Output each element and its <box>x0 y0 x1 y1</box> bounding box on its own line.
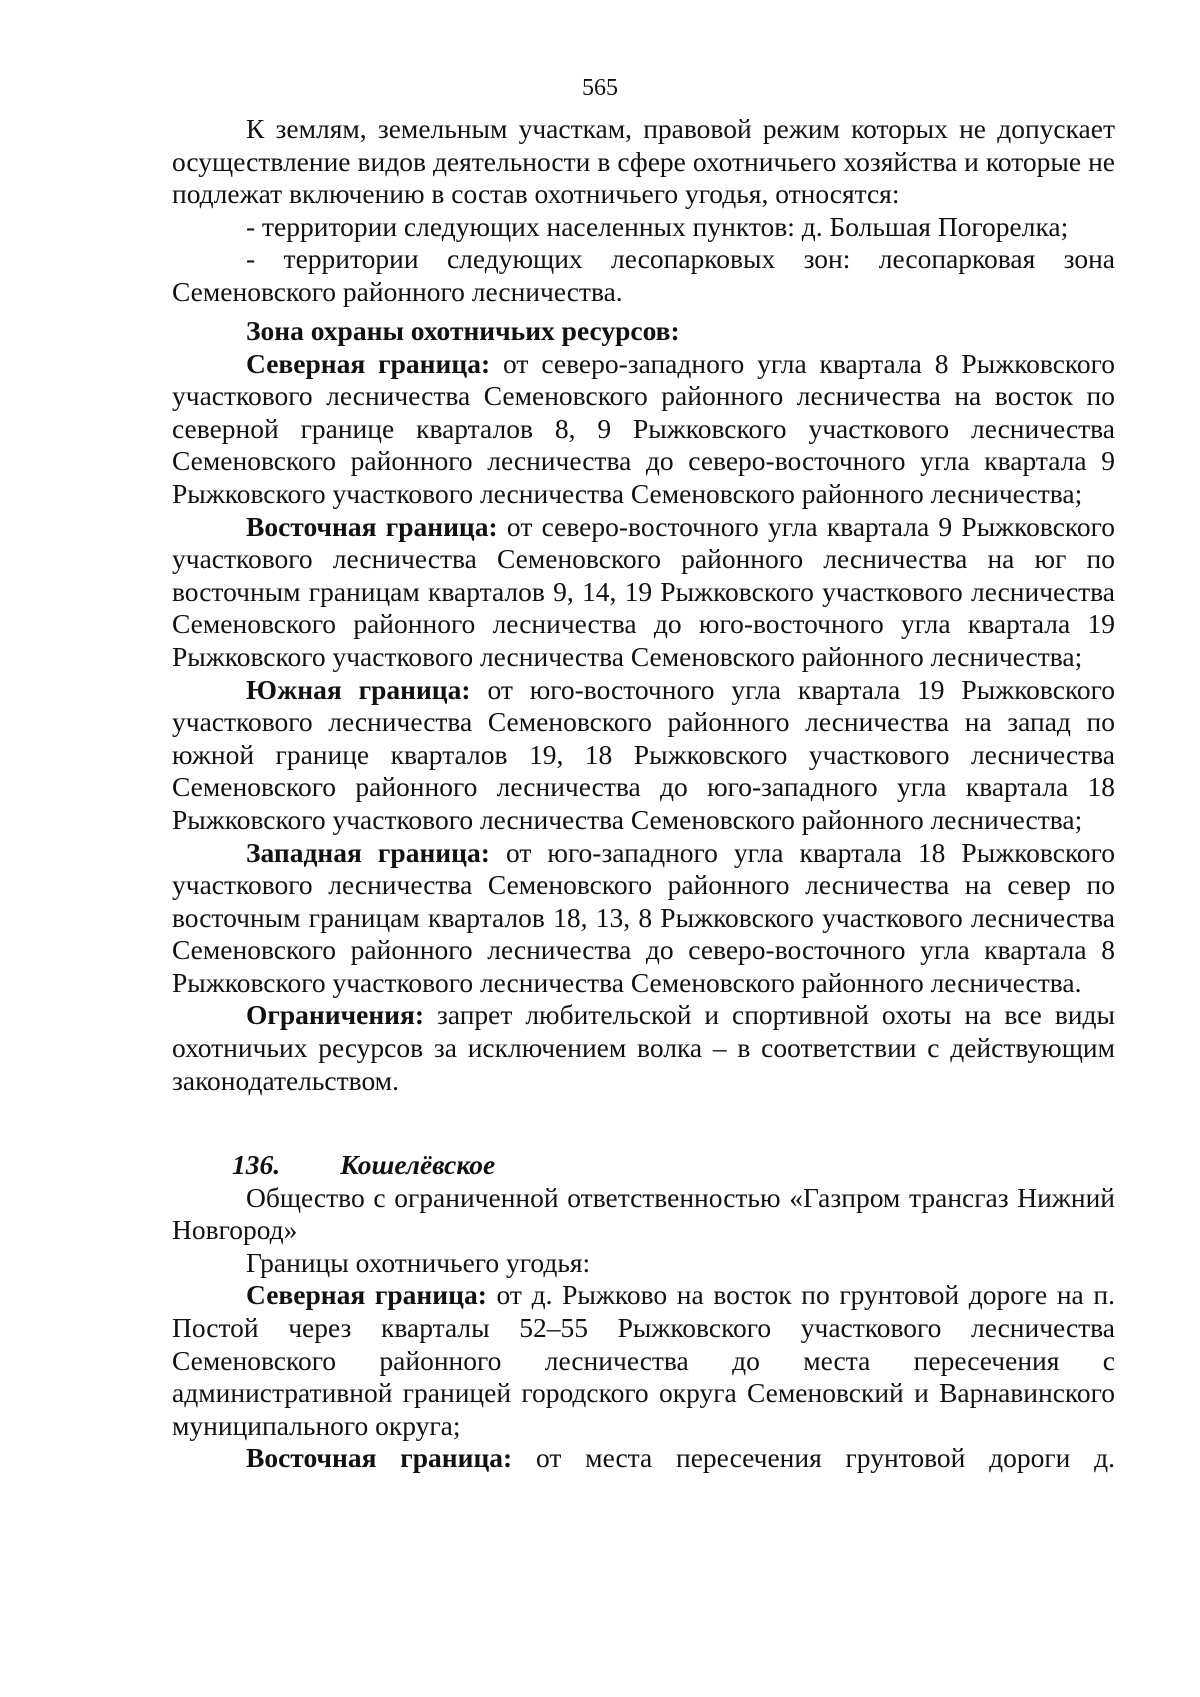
zone-restrictions-text: запрет любительской и спортивной охоты на все виды охотничьих ресурсов за исключением волка – в соответствии с действующим законодательством. <box>172 999 1115 1096</box>
page-number: 565 <box>582 75 618 101</box>
zone-west-text: от юго-западного угла квартала 18 Рыжковского участкового лесничества Семеновского районного лесничества на север по восточным границам кварталов 18, 13, 8 Рыжковского участкового лесничества Семеновского районного лесничества до северо-восточного угла квартала 8 Рыжковского участкового лесничества Семеновского районного лесничества. <box>172 836 1115 998</box>
zone-east-boundary <box>172 511 1115 674</box>
section-name: Кошелёвское <box>340 1149 496 1180</box>
zone-north-text: от северо-западного угла квартала 8 Рыжковского участкового лесничества Семеновского районного лесничества на восток по северной границе кварталов 8, 9 Рыжковского участкового лесничества Семеновского районного лесничества до северо-восточного угла квартала 9 Рыжковского участкового лесничества Семеновского районного лесничества; <box>172 347 1115 509</box>
zone-north-boundary <box>172 348 1115 511</box>
zone-restrictions-label: Ограничения: <box>246 999 425 1031</box>
section-north-boundary <box>172 1279 1115 1442</box>
section-east-label: Восточная граница: <box>246 1442 513 1474</box>
section-136-block <box>172 1149 1115 1475</box>
section-number: 136. <box>232 1149 281 1180</box>
zone-east-label: Восточная граница: <box>246 510 498 542</box>
intro-block <box>172 113 1115 309</box>
section-title <box>172 1149 1115 1182</box>
intro-paragraph: К землям, земельным участкам, правовой режим которых не допускает осуществление видов деятельности в сфере охотничьего хозяйства и которые не подлежат включению в состав охотничьего угодья, относятся: <box>172 113 1115 210</box>
zone-heading: Зона охраны охотничьих ресурсов: <box>246 315 680 346</box>
section-east-boundary <box>172 1442 1115 1475</box>
section-east-text: от места пересечения грунтовой дороги д. <box>512 1442 1115 1474</box>
forest-park-item: - территории следующих лесопарковых зон: лесопарковая зона Семеновского районного лесничества. <box>172 243 1115 307</box>
settlements-item: - территории следующих населенных пунктов: д. Большая Погорелка; <box>246 210 1069 242</box>
section-north-label: Северная граница: <box>246 1279 487 1311</box>
zone-east-text: от северо-восточного угла квартала 9 Рыжковского участкового лесничества Семеновского районного лесничества на юг по восточным границам кварталов 9, 14, 19 Рыжковского участкового лесничества Семеновского районного лесничества до юго-восточного угла квартала 19 Рыжковского участкового лесничества Семеновского районного лесничества; <box>172 510 1115 672</box>
zone-south-text: от юго-восточного угла квартала 19 Рыжковского участкового лесничества Семеновского районного лесничества на запад по южной границе кварталов 19, 18 Рыжковского участкового лесничества Семеновского районного лесничества до юго-западного угла квартала 18 Рыжковского участкового лесничества Семеновского районного лесничества; <box>172 673 1116 835</box>
zone-west-boundary <box>172 837 1115 1000</box>
zone-south-boundary <box>172 674 1115 837</box>
zone-west-label: Западная граница: <box>246 836 490 868</box>
zone-north-label: Северная граница: <box>246 347 491 379</box>
protection-zone-block <box>172 315 1115 1097</box>
section-bounds-heading: Границы охотничьего угодья: <box>246 1246 591 1278</box>
zone-south-label: Южная граница: <box>246 673 471 705</box>
section-north-text: от д. Рыжково на восток по грунтовой дороге на п. Постой через кварталы 52–55 Рыжковского участкового лесничества Семеновского районного лесничества до места пересечения с административной границей городского округа Семеновский и Варнавинского муниципального округа; <box>172 1279 1115 1441</box>
zone-restrictions <box>172 999 1115 1097</box>
section-owner: Общество с ограниченной ответственностью «Газпром трансгаз Нижний Новгород» <box>172 1181 1115 1246</box>
